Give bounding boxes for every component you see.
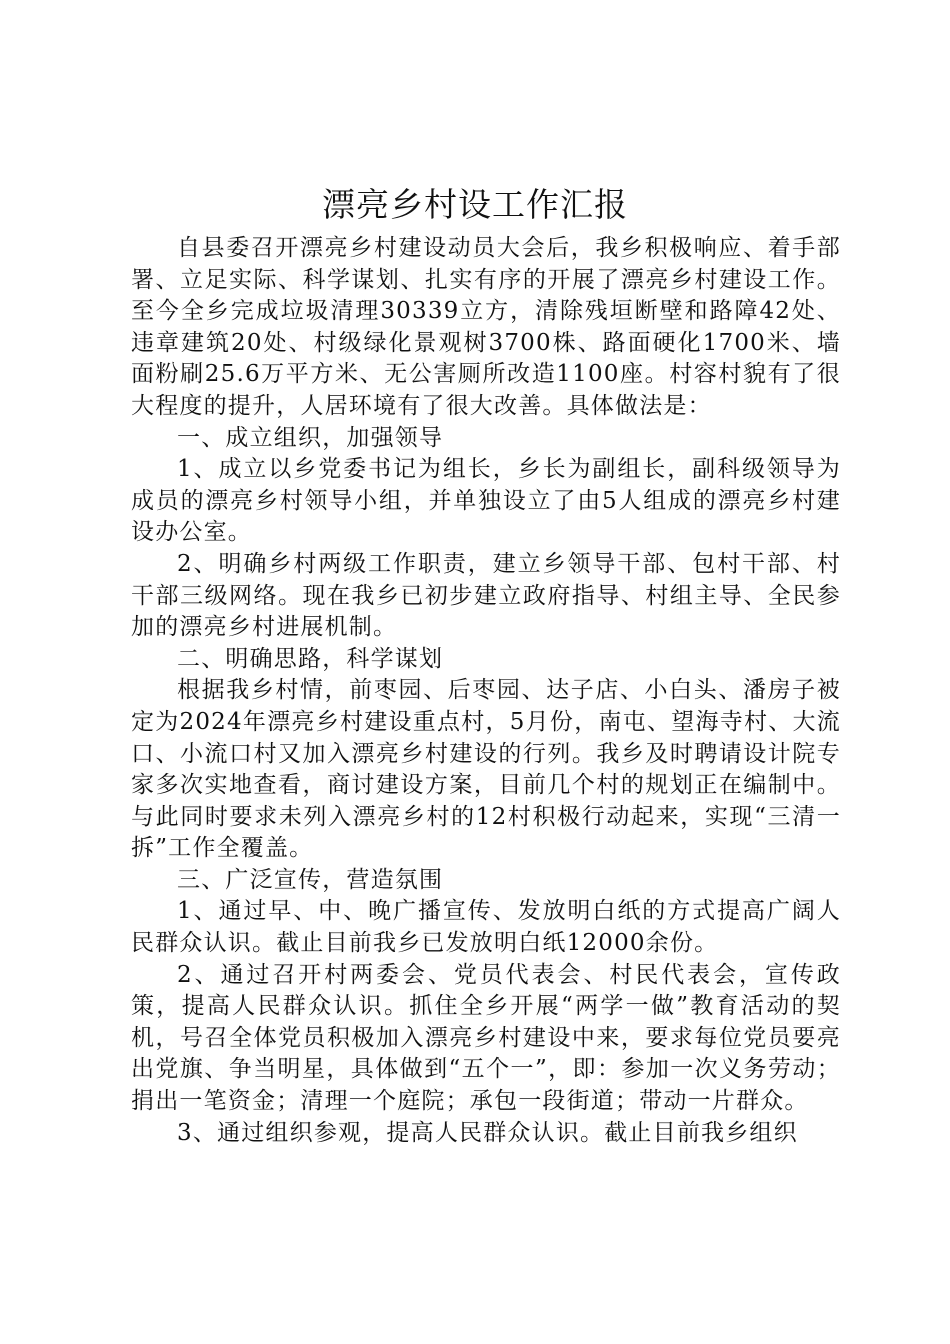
paragraph-3-3: 3、通过组织参观，提高人民群众认识。截止目前我乡组织 <box>177 1119 798 1146</box>
paragraph-1-2: 2、明确乡村两级工作职责，建立乡领导干部、包村干部、村干部三级网络。现在我乡已初步建立政府指导、村组主导、全民参加的漂亮乡村进展机制。 <box>131 550 841 641</box>
paragraph-intro: 自县委召开漂亮乡村建设动员大会后，我乡积极响应、着手部署、立足实际、科学谋划、扎实有序的开展了漂亮乡村建设工作。至今全乡完成垃圾清理30339立方，清除残垣断壁和路障42处、违章建筑20处、村级绿化景观树3700株、路面硬化1700米、墙面粉刷25.6万平方米、无公害厕所改造1100座。村容村貌有了很大程度的提升，人居环境有了很大改善。具体做法是： <box>131 235 841 419</box>
section-heading-2: 二、明确思路，科学谋划 <box>177 645 444 672</box>
document-body <box>131 233 841 1149</box>
document-title: 漂亮乡村设工作汇报 <box>322 185 628 224</box>
section-heading-1: 一、成立组织，加强领导 <box>177 424 444 451</box>
section-heading-3: 三、广泛宣传，营造氛围 <box>177 866 444 893</box>
paragraph-1-1: 1、成立以乡党委书记为组长，乡长为副组长，副科级领导为成员的漂亮乡村领导小组，并单独设立了由5人组成的漂亮乡村建设办公室。 <box>131 456 841 546</box>
paragraph-3-1: 1、通过早、中、晚广播宣传、发放明白纸的方式提高广阔人民群众认识。截止目前我乡已发放明白纸12000余份。 <box>131 898 841 957</box>
paragraph-2-1: 根据我乡村情，前枣园、后枣园、达子店、小白头、潘房子被定为2024年漂亮乡村建设重点村，5月份，南屯、望海寺村、大流口、小流口村又加入漂亮乡村建设的行列。我乡及时聘请设计院专家多次实地查看，商讨建设方案，目前几个村的规划正在编制中。与此同时要求未列入漂亮乡村的12村积极行动起来，实现“三清一拆”工作全覆盖。 <box>131 677 841 862</box>
paragraph-3-2: 2、通过召开村两委会、党员代表会、村民代表会，宣传政策，提高人民群众认识。抓住全乡开展“两学一做”教育活动的契机，号召全体党员积极加入漂亮乡村建设中来，要求每位党员要亮出党旗、争当明星，具体做到“五个一”，即：参加一次义务劳动；捐出一笔资金；清理一个庭院；承包一段街道；带动一片群众。 <box>131 961 841 1115</box>
